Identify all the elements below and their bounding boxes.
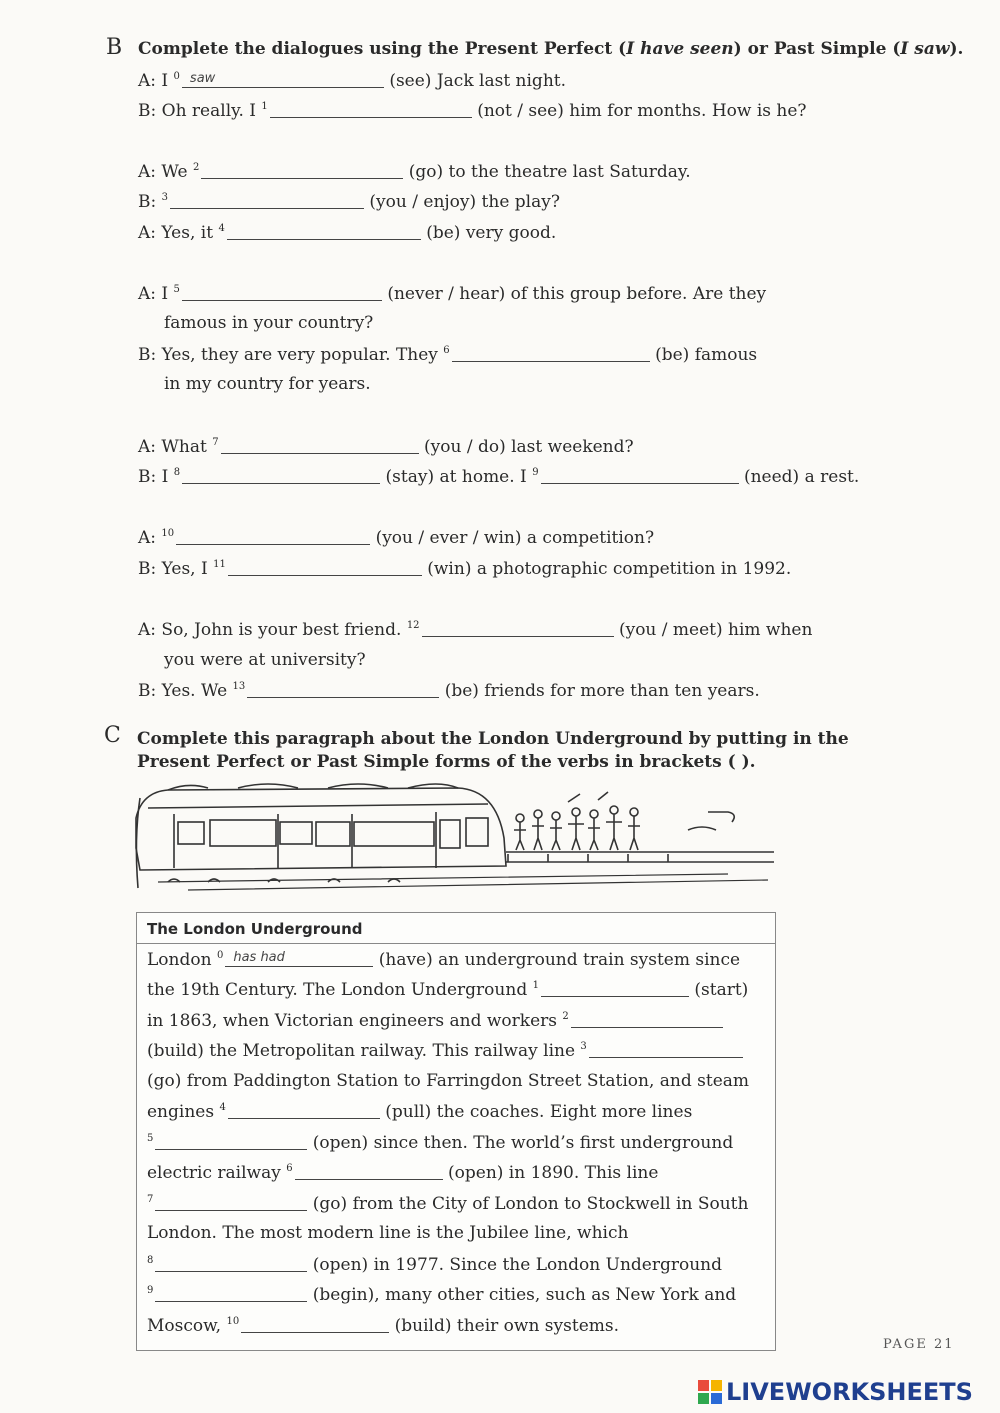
answer-blank-6[interactable] [452,344,650,362]
dialogue-line: A: I $^5$ (never / hear) of this group before. Are they [138,284,767,304]
dialogue-line: famous in your country? [164,313,374,333]
paragraph-line: $^7$ (go) from the City of London to Stockwell in South [147,1194,749,1214]
c-answer-blank-1[interactable] [541,979,689,997]
paragraph-line: $^8$ (open) in 1977. Since the London Underground [147,1255,723,1275]
paragraph-line: $^5$ (open) since then. The world’s first underground [147,1133,734,1153]
section-b-instruction: Complete the dialogues using the Present Perfect (I have seen) or Past Simple (I saw). [138,39,964,59]
answer-blank-13[interactable] [247,680,439,698]
paragraph-line: Moscow, $^{10}$ (build) their own systems. [147,1316,620,1336]
dialogue-line: A: $^{10}$ (you / ever / win) a competition? [138,528,655,548]
c-answer-blank-9[interactable] [155,1284,307,1302]
dialogue-line: A: So, John is your best friend. $^{12}$ (you / meet) him when [138,620,813,640]
paragraph-line: the 19th Century. The London Underground $^1$ (start) [147,980,749,1000]
answer-blank-11[interactable] [228,558,422,576]
c-answer-blank-10[interactable] [241,1315,389,1333]
dialogue-line: A: What $^7$ (you / do) last weekend? [138,437,634,457]
dialogue-line: A: Yes, it $^4$ (be) very good. [138,223,557,243]
paragraph-line: (go) from Paddington Station to Farringdon Street Station, and steam [147,1071,750,1091]
dialogue-line: B: Yes. We $^{13}$ (be) friends for more than ten years. [138,681,760,701]
c-answer-blank-6[interactable] [295,1162,443,1180]
box-title: The London Underground [137,913,775,944]
c-answer-blank-2[interactable] [571,1010,723,1028]
paragraph-line: London $^0$ has had (have) an underground train system since [147,950,741,970]
dialogue-line: B: I $^8$ (stay) at home. I $^9$ (need) a rest. [138,467,860,487]
dialogue-line: B: Yes, they are very popular. They $^6$ (be) famous [138,345,758,365]
c-answer-blank-5[interactable] [155,1132,307,1150]
dialogue-line: you were at university? [164,650,366,670]
liveworksheets-logo-icon [698,1380,722,1404]
dialogue-line: B: Yes, I $^{11}$ (win) a photographic competition in 1992. [138,559,792,579]
answer-blank-12[interactable] [422,619,614,637]
answer-blank-9[interactable] [541,466,739,484]
paragraph-box [136,912,776,1351]
page-number: PAGE 21 [883,1337,955,1352]
answer-blank-7[interactable] [221,436,419,454]
dialogue-line: B: Oh really. I $^1$ (not / see) him for months. How is he? [138,101,807,121]
answer-blank-0[interactable]: saw [182,70,384,88]
section-c-letter: C [104,723,121,748]
section-b-letter: B [106,35,123,60]
answer-blank-4[interactable] [227,222,421,240]
c-answer-blank-3[interactable] [589,1040,743,1058]
brand-text: LIVEWORKSHEETS [726,1378,973,1406]
dialogue-line: A: I $^0$ saw (see) Jack last night. [138,71,567,91]
answer-blank-2[interactable] [201,161,403,179]
train-body [136,788,506,870]
answer-blank-8[interactable] [182,466,380,484]
paragraph-line: electric railway $^6$ (open) in 1890. This line [147,1163,659,1183]
train-illustration [128,778,780,893]
liveworksheets-brand[interactable] [698,1376,973,1408]
section-c-instruction-2: Present Perfect or Past Simple forms of the verbs in brackets ( ). [137,752,756,772]
section-c-instruction-1: Complete this paragraph about the London Underground by putting in the [137,729,849,749]
c-answer-blank-7[interactable] [155,1193,307,1211]
answer-blank-1[interactable] [270,100,472,118]
c-answer-blank-8[interactable] [155,1254,307,1272]
paragraph-line: London. The most modern line is the Jubilee line, which [147,1223,629,1243]
paragraph-line: $^9$ (begin), many other cities, such as New York and [147,1285,737,1305]
answer-blank-3[interactable] [170,191,364,209]
dialogue-line: B: $^3$ (you / enjoy) the play? [138,192,560,212]
c-answer-blank-4[interactable] [228,1101,380,1119]
dialogue-line: in my country for years. [164,374,371,394]
answer-blank-5[interactable] [182,283,382,301]
paragraph-line: engines $^4$ (pull) the coaches. Eight more lines [147,1102,693,1122]
answer-blank-10[interactable] [176,527,370,545]
dialogue-line: A: We $^2$ (go) to the theatre last Saturday. [138,162,691,182]
paragraph-line: (build) the Metropolitan railway. This railway line $^3$ [147,1040,743,1061]
c-answer-blank-0[interactable]: has had [225,949,373,967]
paragraph-line: in 1863, when Victorian engineers and workers $^2$ [147,1010,723,1031]
